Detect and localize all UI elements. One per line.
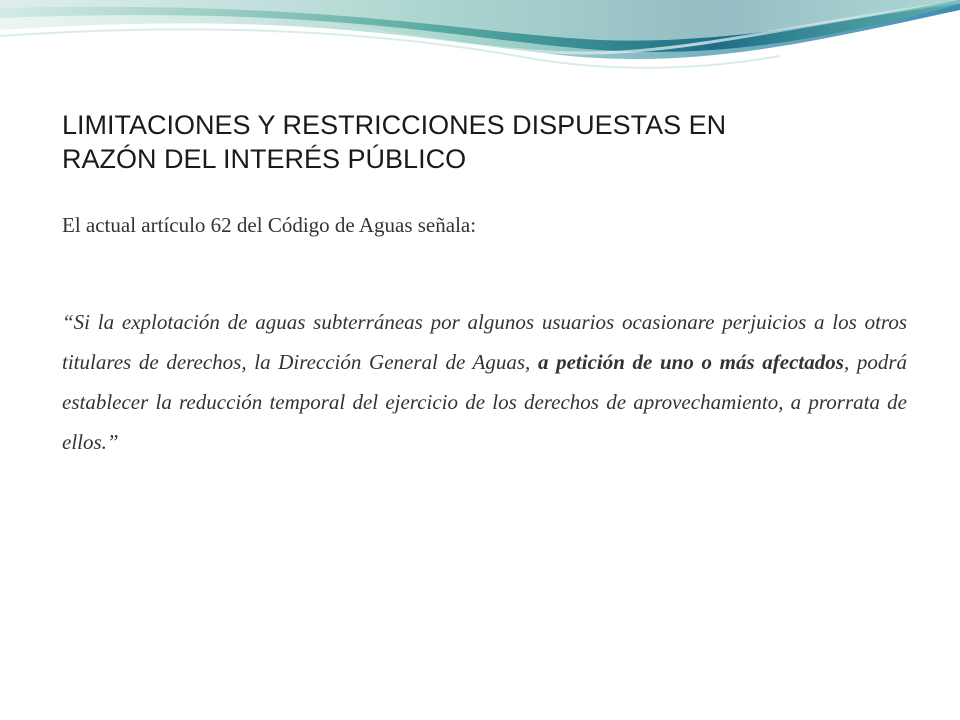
article-quote bbox=[62, 302, 907, 462]
slide-title-line-1: LIMITACIONES Y RESTRICCIONES DISPUESTAS EN bbox=[62, 110, 727, 140]
slide-title bbox=[62, 108, 882, 176]
quote-text-after: , podrá establecer la reducción temporal del ejercicio de los derechos de aprovechamiento, a prorrata de ellos.” bbox=[62, 350, 907, 454]
intro-text: El actual artículo 62 del Código de Aguas señala: bbox=[62, 213, 477, 237]
slide-title-line-2: RAZÓN DEL INTERÉS PÚBLICO bbox=[62, 144, 467, 174]
quote-bold-phrase: a petición de uno o más afectados bbox=[537, 350, 844, 374]
quote-text-before: “Si la explotación de aguas subterráneas por algunos usuarios ocasionare perjuicios a los otros titulares de derechos, la Dirección General de Aguas, bbox=[62, 310, 907, 374]
decorative-wave-banner bbox=[0, 0, 960, 80]
